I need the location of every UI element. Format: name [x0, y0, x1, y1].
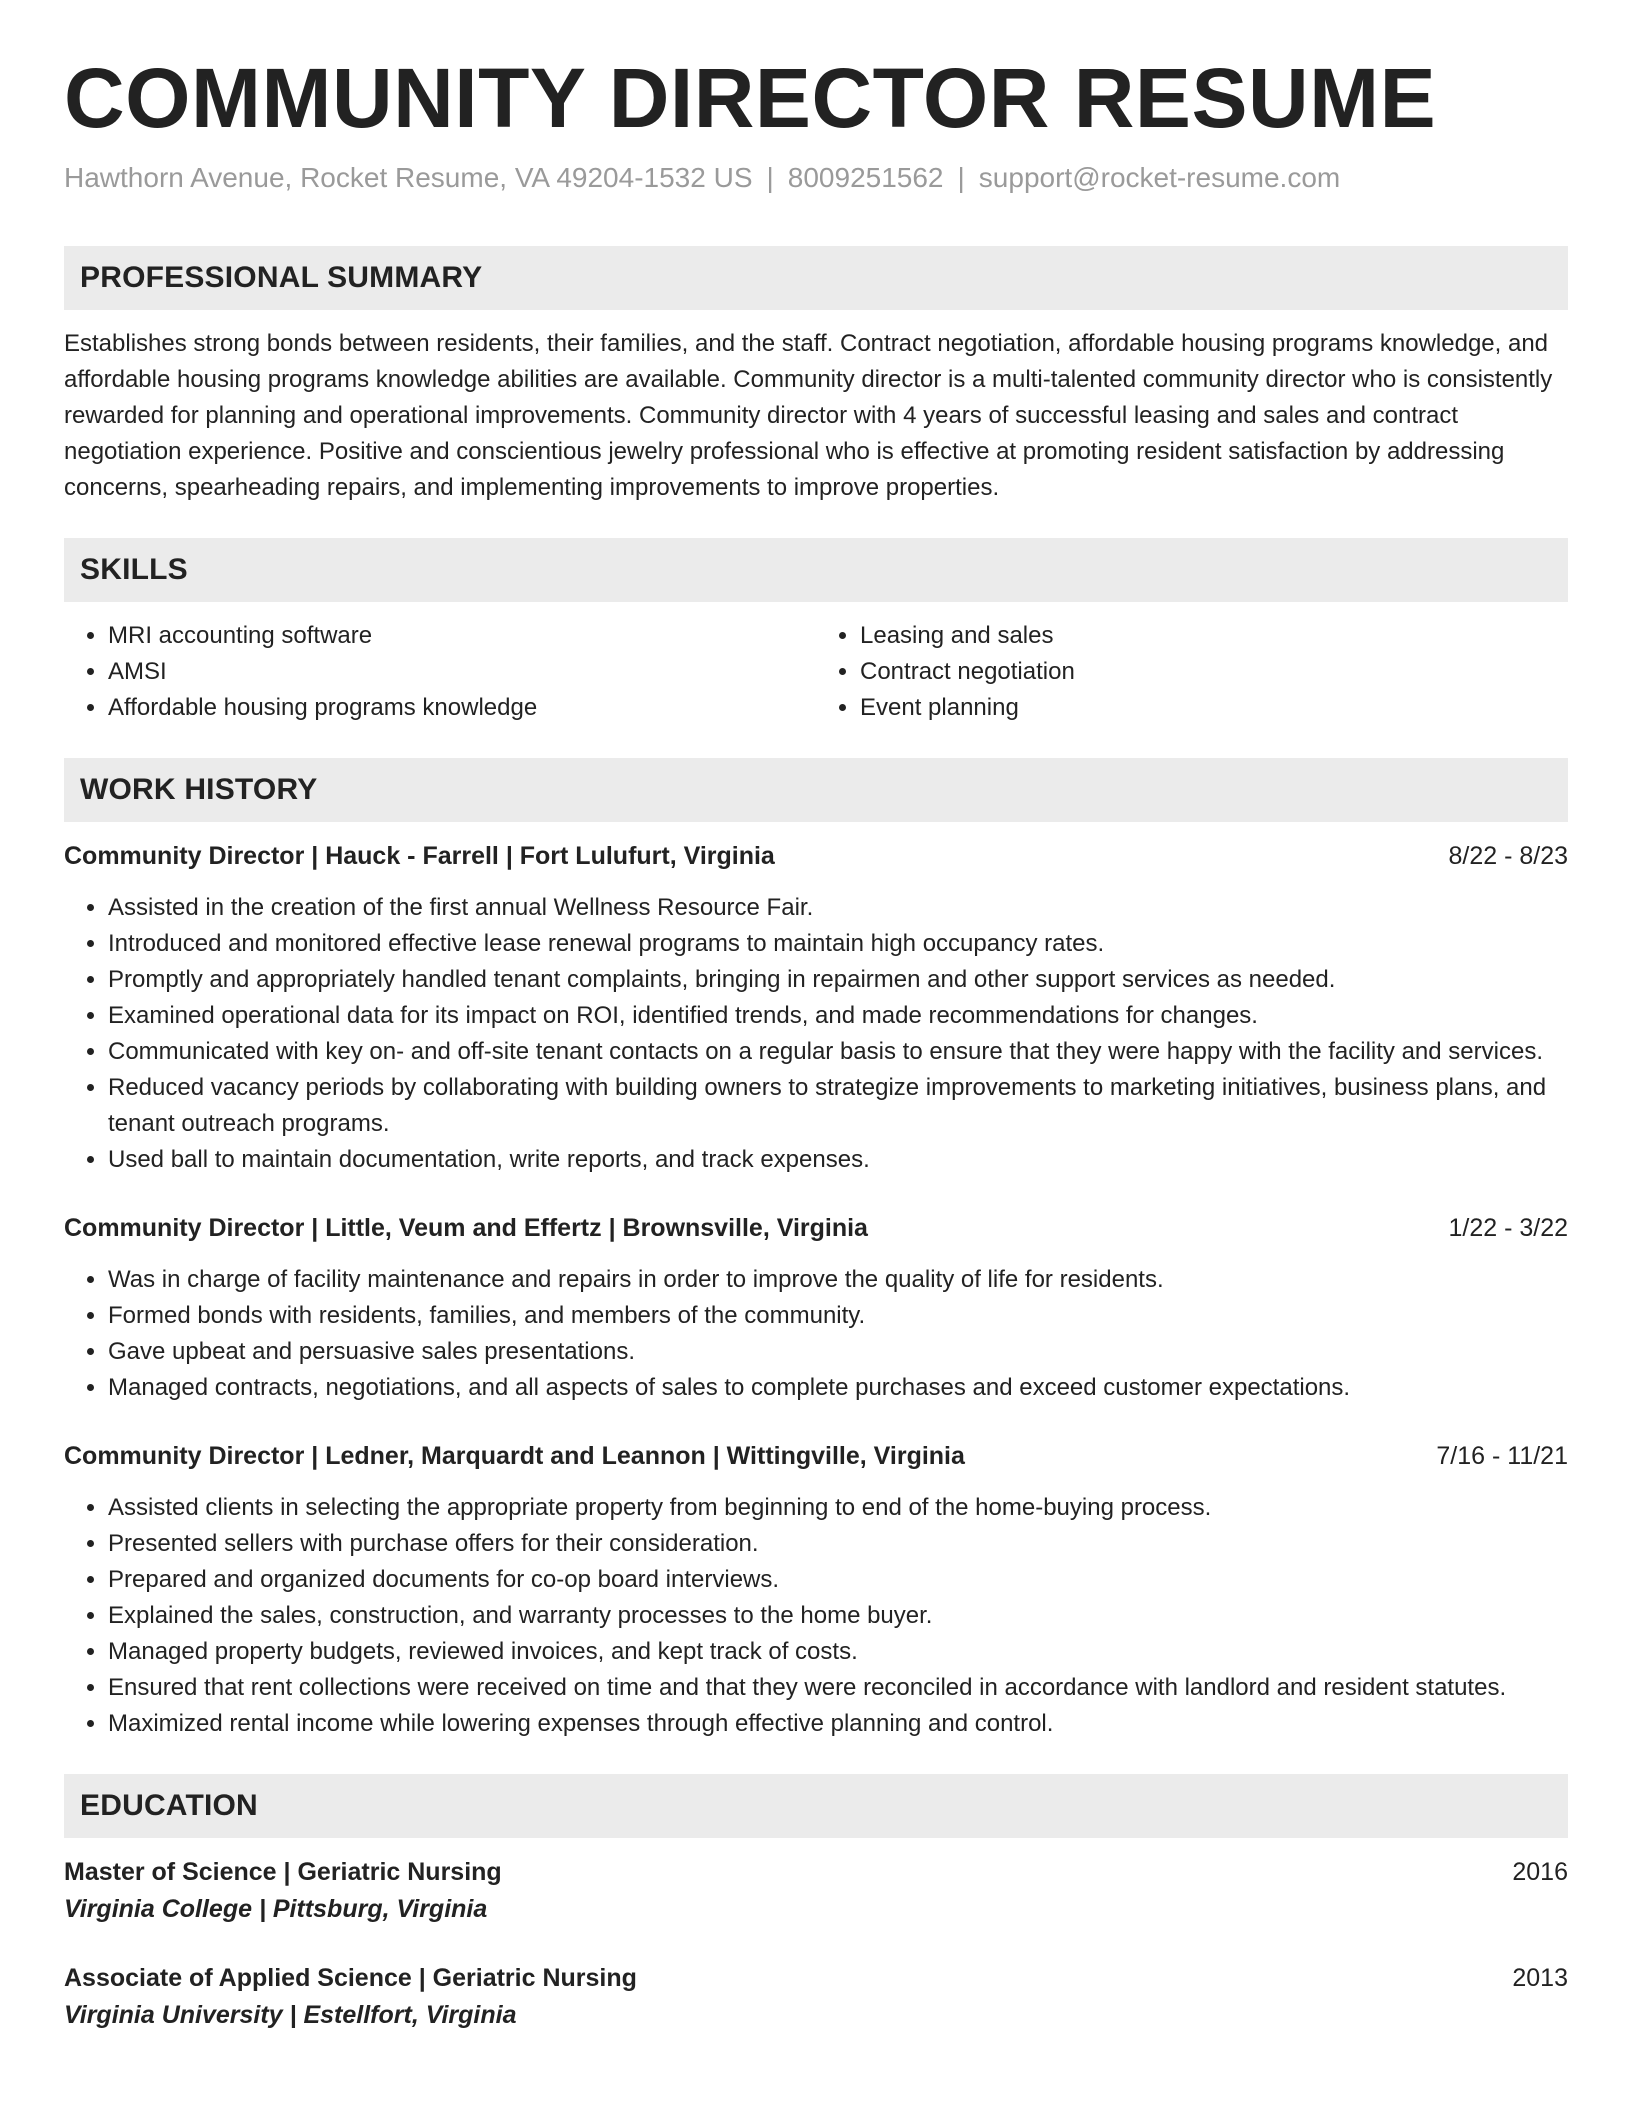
- job-title: Community Director | Little, Veum and Effertz | Brownsville, Virginia: [64, 1214, 868, 1243]
- job-bullet: • Reduced vacancy periods by collaborating with building owners to strategize improvements to marketing initiatives, business plans, and tenant outreach programs.: [108, 1070, 1568, 1142]
- contact-separator: |: [957, 162, 965, 194]
- summary-section: [64, 246, 1568, 506]
- skill-item: • AMSI: [108, 654, 816, 690]
- job-bullet: • Introduced and monitored effective lease renewal programs to maintain high occupancy rates.: [108, 926, 1568, 962]
- education-entry: [64, 1854, 1568, 1928]
- work-history-section: [64, 758, 1568, 1742]
- summary-text: Establishes strong bonds between residents, their families, and the staff. Contract negotiation, affordable housing programs knowledge, and affordable housing programs knowledge abilities are available. Community director is a multi-talented community director who is consistently rewarded for planning and operational improvements. Community director with 4 years of successful leasing and sales and contract negotiation experience. Positive and conscientious jewelry professional who is effective at promoting resident satisfaction by addressing concerns, spearheading repairs, and implementing improvements to improve properties.: [64, 330, 1553, 502]
- job-bullet: • Prepared and organized documents for co-op board interviews.: [108, 1562, 1568, 1598]
- skills-column-right: [816, 618, 1568, 726]
- job-bullet: • Promptly and appropriately handled tenant complaints, bringing in repairmen and other support services as needed.: [108, 962, 1568, 998]
- job-bullet: • Gave upbeat and persuasive sales presentations.: [108, 1334, 1568, 1370]
- education-section: [64, 1774, 1568, 2034]
- job-bullet: • Examined operational data for its impact on ROI, identified trends, and made recommendations for changes.: [108, 998, 1568, 1034]
- contact-line: [64, 162, 1568, 194]
- skills-grid: [64, 618, 1568, 726]
- education-heading: EDUCATION: [64, 1774, 1568, 1838]
- skill-item: • Affordable housing programs knowledge: [108, 690, 816, 726]
- skill-item: • Contract negotiation: [860, 654, 1568, 690]
- job-bullet: • Managed contracts, negotiations, and all aspects of sales to complete purchases and exceed customer expectations.: [108, 1370, 1568, 1406]
- job-bullet: • Maximized rental income while lowering expenses through effective planning and control.: [108, 1706, 1568, 1742]
- job-title: Community Director | Ledner, Marquardt and Leannon | Wittingville, Virginia: [64, 1442, 965, 1471]
- education-year: 2016: [1512, 1858, 1568, 1887]
- job-bullet: • Formed bonds with residents, families, and members of the community.: [108, 1298, 1568, 1334]
- job-entry: [64, 838, 1568, 1178]
- resume-title: COMMUNITY DIRECTOR RESUME: [64, 51, 1437, 145]
- contact-phone: 8009251562: [787, 162, 944, 194]
- skills-section: [64, 538, 1568, 726]
- job-bullet: • Explained the sales, construction, and warranty processes to the home buyer.: [108, 1598, 1568, 1634]
- job-bullet: • Assisted in the creation of the first annual Wellness Resource Fair.: [108, 890, 1568, 926]
- job-bullet: • Assisted clients in selecting the appropriate property from beginning to end of the home-buying process.: [108, 1490, 1568, 1526]
- skill-item: • Leasing and sales: [860, 618, 1568, 654]
- skills-column-left: [64, 618, 816, 726]
- education-entry: [64, 1960, 1568, 2034]
- skill-item: • Event planning: [860, 690, 1568, 726]
- skill-item: • MRI accounting software: [108, 618, 816, 654]
- job-dates: 1/22 - 3/22: [1448, 1214, 1568, 1243]
- job-title: Community Director | Hauck - Farrell | Fort Lulufurt, Virginia: [64, 842, 775, 871]
- contact-email: support@rocket-resume.com: [978, 162, 1341, 194]
- education-school: Virginia University | Estellfort, Virginia: [64, 2001, 517, 2030]
- job-bullet: • Communicated with key on- and off-site tenant contacts on a regular basis to ensure that they were happy with the facility and services.: [108, 1034, 1568, 1070]
- education-degree: Master of Science | Geriatric Nursing: [64, 1858, 502, 1887]
- job-dates: 7/16 - 11/21: [1436, 1442, 1568, 1471]
- contact-separator: |: [766, 162, 774, 194]
- job-dates: 8/22 - 8/23: [1448, 842, 1568, 871]
- education-year: 2013: [1512, 1964, 1568, 1993]
- job-entry: [64, 1438, 1568, 1742]
- contact-address: Hawthorn Avenue, Rocket Resume, VA 49204-1532 US: [64, 162, 753, 194]
- education-degree: Associate of Applied Science | Geriatric Nursing: [64, 1964, 637, 1993]
- education-school: Virginia College | Pittsburg, Virginia: [64, 1895, 488, 1924]
- job-bullet: • Presented sellers with purchase offers for their consideration.: [108, 1526, 1568, 1562]
- job-bullet: • Used ball to maintain documentation, write reports, and track expenses.: [108, 1142, 1568, 1178]
- summary-heading: PROFESSIONAL SUMMARY: [64, 246, 1568, 310]
- work-history-heading: WORK HISTORY: [64, 758, 1568, 822]
- skills-heading: SKILLS: [64, 538, 1568, 602]
- job-bullet: • Ensured that rent collections were received on time and that they were reconciled in accordance with landlord and resident statutes.: [108, 1670, 1568, 1706]
- job-bullet: • Was in charge of facility maintenance and repairs in order to improve the quality of life for residents.: [108, 1262, 1568, 1298]
- job-entry: [64, 1210, 1568, 1406]
- job-bullet: • Managed property budgets, reviewed invoices, and kept track of costs.: [108, 1634, 1568, 1670]
